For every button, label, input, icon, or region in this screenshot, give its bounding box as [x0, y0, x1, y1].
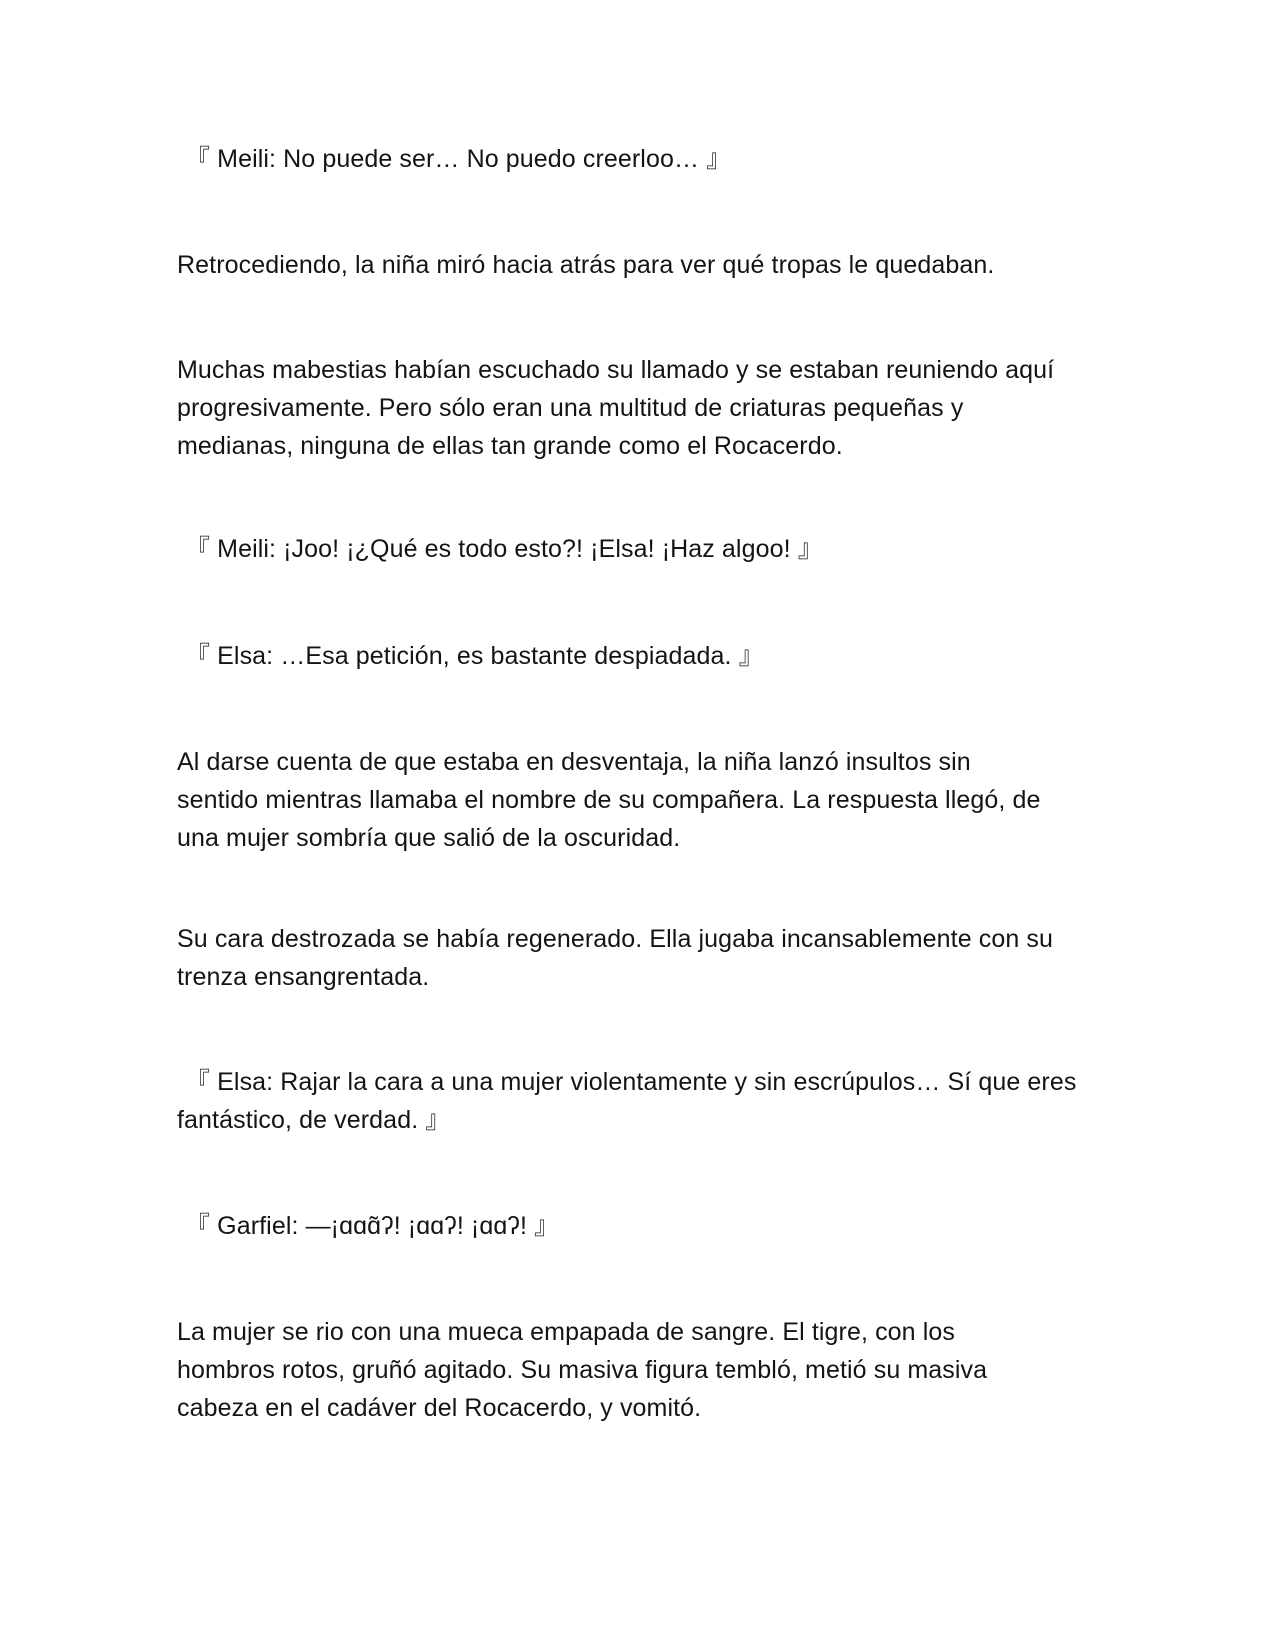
- dialogue-elsa-2: [177, 1063, 1107, 1139]
- text-line: 『 Garfiel: —¡ɑɑɑ̃ʔ! ¡ɑɑʔ! ¡ɑɑʔ! 』: [185, 1212, 560, 1240]
- narration-paragraph: [177, 246, 1107, 284]
- text-line: cabeza en el cadáver del Rocacerdo, y vomitó.: [177, 1394, 702, 1422]
- narration-paragraph: [177, 743, 1107, 857]
- text-line: fantástico, de verdad. 』: [177, 1106, 451, 1134]
- narration-paragraph: [177, 920, 1107, 996]
- text-line: progresivamente. Pero sólo eran una multitud de criaturas pequeñas y: [177, 394, 964, 422]
- text-line: Su cara destrozada se había regenerado. Ella jugaba incansablemente con su: [177, 925, 1054, 953]
- narration-paragraph: [177, 1313, 1107, 1427]
- text-line: Al darse cuenta de que estaba en desventaja, la niña lanzó insultos sin: [177, 748, 971, 776]
- dialogue-meili-1: [177, 140, 1115, 178]
- text-line: 『 Meili: ¡Joo! ¡¿Qué es todo esto?! ¡Elsa! ¡Haz algoo! 』: [185, 535, 823, 563]
- dialogue-elsa-1: [177, 637, 1115, 675]
- text-line: 『 Elsa: …Esa petición, es bastante despiadada. 』: [185, 642, 764, 670]
- text-line: trenza ensangrentada.: [177, 963, 430, 991]
- text-line: una mujer sombría que salió de la oscuridad.: [177, 824, 681, 852]
- text-line: hombros rotos, gruñó agitado. Su masiva figura tembló, metió su masiva: [177, 1356, 988, 1384]
- text-line: 『 Elsa: Rajar la cara a una mujer violentamente y sin escrúpulos… Sí que eres: [185, 1068, 1077, 1096]
- text-line: Retrocediendo, la niña miró hacia atrás para ver qué tropas le quedaban.: [177, 251, 995, 279]
- dialogue-garfiel: [177, 1207, 1115, 1245]
- text-line: La mujer se rio con una mueca empapada de sangre. El tigre, con los: [177, 1318, 955, 1346]
- text-line: medianas, ninguna de ellas tan grande como el Rocacerdo.: [177, 432, 843, 460]
- text-line: sentido mientras llamaba el nombre de su compañera. La respuesta llegó, de: [177, 786, 1041, 814]
- text-line: Muchas mabestias habían escuchado su llamado y se estaban reuniendo aquí: [177, 356, 1055, 384]
- text-line: 『 Meili: No puede ser… No puedo creerloo… 』: [185, 145, 732, 173]
- dialogue-meili-2: [177, 530, 1115, 568]
- narration-paragraph: [177, 351, 1107, 465]
